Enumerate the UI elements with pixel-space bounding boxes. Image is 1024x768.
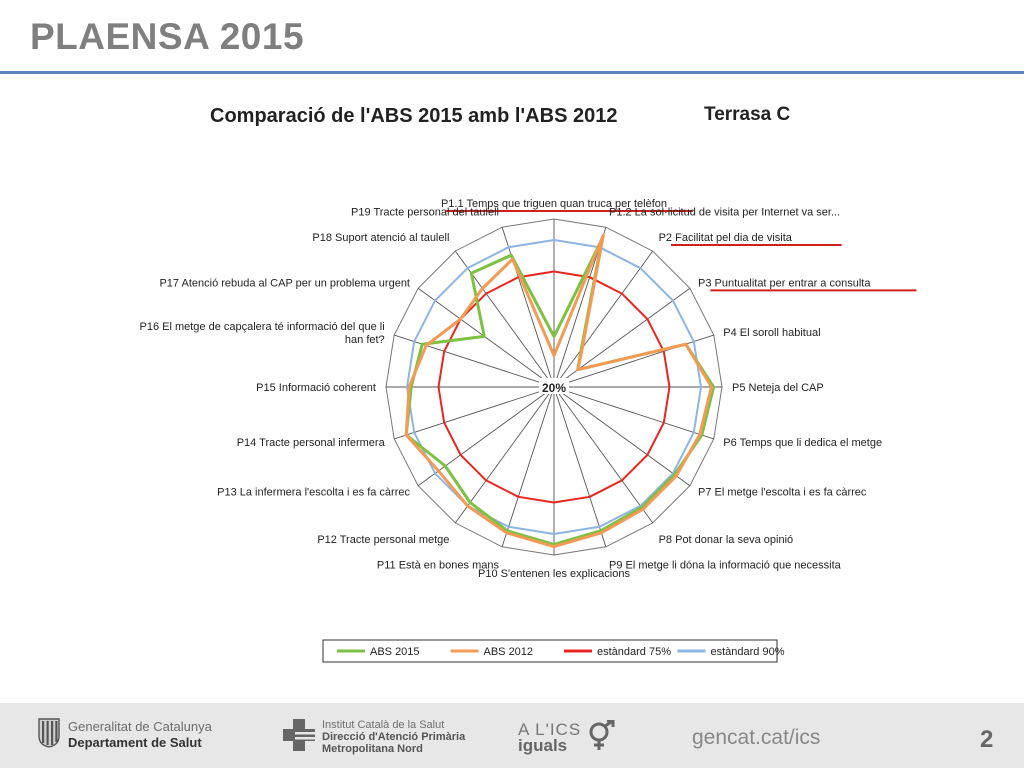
ics-name: Institut Català de la Salut <box>322 719 445 731</box>
category-label: P10 S'entenen les explicacions <box>478 568 630 580</box>
category-label: P17 Atenció rebuda al CAP per un problema urgent <box>159 277 410 290</box>
category-label: P1.2 La sol·licitud de visita per Internet va ser... <box>609 206 841 219</box>
generalitat-name: Generalitat de Catalunya <box>68 719 212 734</box>
page-number: 2 <box>980 726 994 753</box>
aics-line1: A L'ICS <box>518 720 582 739</box>
category-label: P3 Puntualitat per entrar a consulta <box>698 277 871 290</box>
category-label: P2 Facilitat pel dia de visita <box>658 232 792 244</box>
legend-label-1: ABS 2015 <box>370 646 420 658</box>
ics-text <box>322 719 465 755</box>
site-url: gencat.cat/ics <box>692 726 821 749</box>
radar-spoke <box>502 387 554 547</box>
radar-plot <box>139 198 916 580</box>
radar-spoke <box>554 387 606 547</box>
aics-iguals-logo <box>518 720 581 756</box>
category-label: P12 Tracte personal metge <box>317 534 450 546</box>
gender-equality-icon <box>586 720 616 752</box>
generalitat-logo-icon <box>38 718 60 748</box>
category-label: P8 Pot donar la seva opinió <box>658 534 794 546</box>
legend-label-2: ABS 2012 <box>483 646 534 658</box>
ics-direction: Direcció d'Atenció Primària <box>322 731 466 743</box>
category-label: P18 Suport atenció al taulell <box>312 232 450 244</box>
slide-title: PLAENSA 2015 <box>30 16 305 57</box>
legend-label-4: estàndard 90% <box>710 646 785 658</box>
aics-line2: iguals <box>518 736 568 755</box>
category-label: P7 El metge l'escolta i es fa càrrec <box>698 486 867 499</box>
department-name: Departament de Salut <box>68 735 202 750</box>
category-label: han fet? <box>344 334 385 346</box>
category-label: P6 Temps que li dedica el metge <box>723 437 883 449</box>
radar-spoke <box>394 387 554 439</box>
category-label: P19 Tracte personal del taulell <box>351 206 499 219</box>
category-label: P15 Informació coherent <box>256 382 376 394</box>
chart-heading: Comparació de l'ABS 2015 amb l'ABS 2012 <box>210 105 618 127</box>
generalitat-text <box>68 719 212 751</box>
chart-legend <box>323 640 785 662</box>
category-label: P5 Neteja del CAP <box>732 382 824 394</box>
category-label: P4 El soroll habitual <box>723 327 821 339</box>
category-label: P13 La infermera l'escolta i es fa càrrec <box>217 486 410 499</box>
category-label: P9 El metge li dóna la informació que necessita <box>609 559 841 572</box>
radar-spoke <box>502 227 554 387</box>
category-label: P14 Tracte personal infermera <box>236 437 385 449</box>
radar-spoke <box>554 387 653 523</box>
ics-cross-logo-icon <box>282 718 316 752</box>
legend-label-3: estàndard 75% <box>597 646 671 658</box>
chart-subheading: Terrasa C <box>704 104 791 125</box>
radar-spoke <box>554 387 690 486</box>
category-label: P16 El metge de capçalera té informació del que li <box>139 321 385 333</box>
radar-spoke <box>554 387 714 439</box>
category-label: P11 Està en bones mans <box>376 559 499 572</box>
ics-region: Metropolitana Nord <box>322 743 423 755</box>
category-label: P1.1 Temps que triguen quan truca per telèfon <box>440 198 668 210</box>
center-value-label: 20% <box>541 381 567 395</box>
